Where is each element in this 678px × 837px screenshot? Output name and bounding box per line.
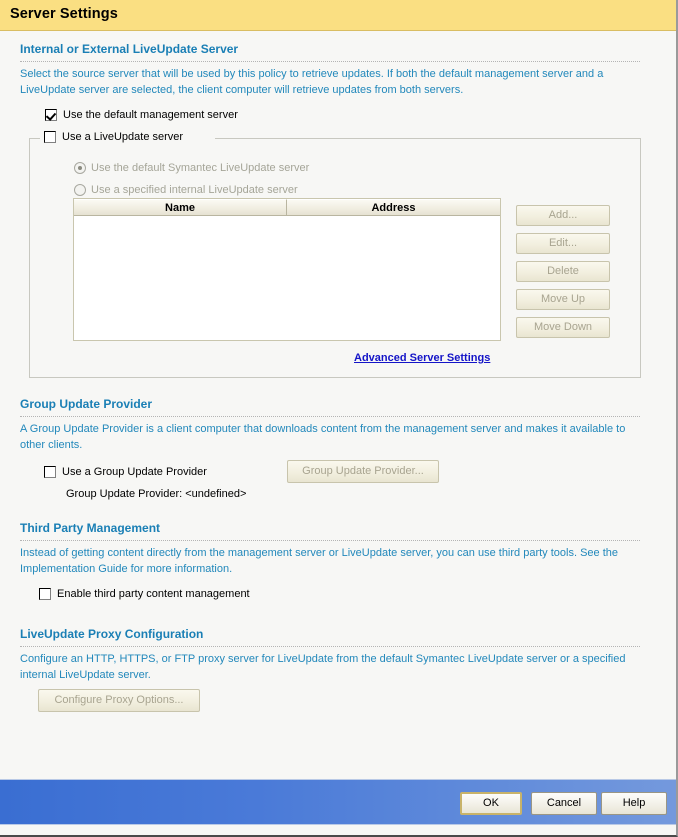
checkbox-label-enable-third-party-content-management: Enable third party content management [57, 588, 250, 600]
cancel-button[interactable]: Cancel [531, 792, 597, 815]
checkbox-label-use-liveupdate-server: Use a LiveUpdate server [62, 131, 184, 143]
radio-label-use-default-symantec-liveupdate-server: Use the default Symantec LiveUpdate server [91, 162, 310, 174]
table-header-row [74, 199, 500, 216]
checkbox-use-group-update-provider[interactable] [44, 466, 56, 478]
footer-action-bar [0, 779, 676, 825]
move-up-button[interactable]: Move Up [516, 289, 610, 310]
section-rule-group-update-provider [20, 416, 640, 417]
section-rule-third-party-management [20, 540, 640, 541]
table-column-header-address[interactable]: Address [287, 199, 500, 216]
table-body-empty[interactable] [74, 216, 500, 340]
help-button[interactable]: Help [601, 792, 667, 815]
section-description-group-update-provider: A Group Update Provider is a client computer that downloads content from the management server and makes it available to other clients. [20, 423, 626, 451]
edit-button[interactable]: Edit... [516, 233, 610, 254]
section-rule-liveupdate-proxy-configuration [20, 646, 640, 647]
settings-content [0, 32, 676, 770]
delete-button[interactable]: Delete [516, 261, 610, 282]
section-heading-group-update-provider: Group Update Provider [20, 397, 153, 411]
group-update-provider-button[interactable]: Group Update Provider... [287, 460, 439, 483]
configure-proxy-options-button[interactable]: Configure Proxy Options... [38, 689, 200, 712]
add-button[interactable]: Add... [516, 205, 610, 226]
section-description-internal-external: Select the source server that will be used by this policy to retrieve updates. If both the default management server and a LiveUpdate server are selected, the client computer will retrieve updates from both servers. [20, 68, 604, 96]
radio-label-use-specified-internal-liveupdate-server: Use a specified internal LiveUpdate server [91, 184, 298, 196]
checkbox-label-use-group-update-provider: Use a Group Update Provider [62, 466, 207, 478]
section-heading-liveupdate-proxy-configuration: LiveUpdate Proxy Configuration [20, 627, 204, 641]
dialog-footer [0, 770, 676, 835]
advanced-server-settings-link[interactable]: Advanced Server Settings [354, 352, 491, 364]
checkbox-use-default-management-server[interactable] [45, 109, 57, 121]
liveupdate-server-table[interactable] [73, 198, 501, 341]
checkbox-enable-third-party-content-management[interactable] [39, 588, 51, 600]
checkbox-use-liveupdate-server[interactable] [44, 131, 56, 143]
checkbox-label-use-default-management-server: Use the default management server [63, 109, 238, 121]
section-heading-third-party-management: Third Party Management [20, 521, 161, 535]
section-heading-internal-external: Internal or External LiveUpdate Server [20, 42, 239, 56]
move-down-button[interactable]: Move Down [516, 317, 610, 338]
section-description-liveupdate-proxy-configuration: Configure an HTTP, HTTPS, or FTP proxy server for LiveUpdate from the default Symantec LiveUpdate server or a specified internal LiveUpdate server. [20, 653, 626, 681]
radio-use-specified-internal-liveupdate-server[interactable] [74, 184, 86, 196]
dialog-title-bar [0, 0, 676, 31]
radio-use-default-symantec-liveupdate-server[interactable] [74, 162, 86, 174]
section-rule-internal-external [20, 61, 640, 62]
group-update-provider-status: Group Update Provider: <undefined> [66, 488, 247, 500]
page-title: Server Settings [10, 6, 118, 22]
section-description-third-party-management: Instead of getting content directly from the management server or LiveUpdate server, you can use third party tools. See the Implementation Guide for more information. [20, 547, 618, 575]
ok-button[interactable]: OK [460, 792, 522, 815]
table-column-header-name[interactable]: Name [74, 199, 287, 216]
